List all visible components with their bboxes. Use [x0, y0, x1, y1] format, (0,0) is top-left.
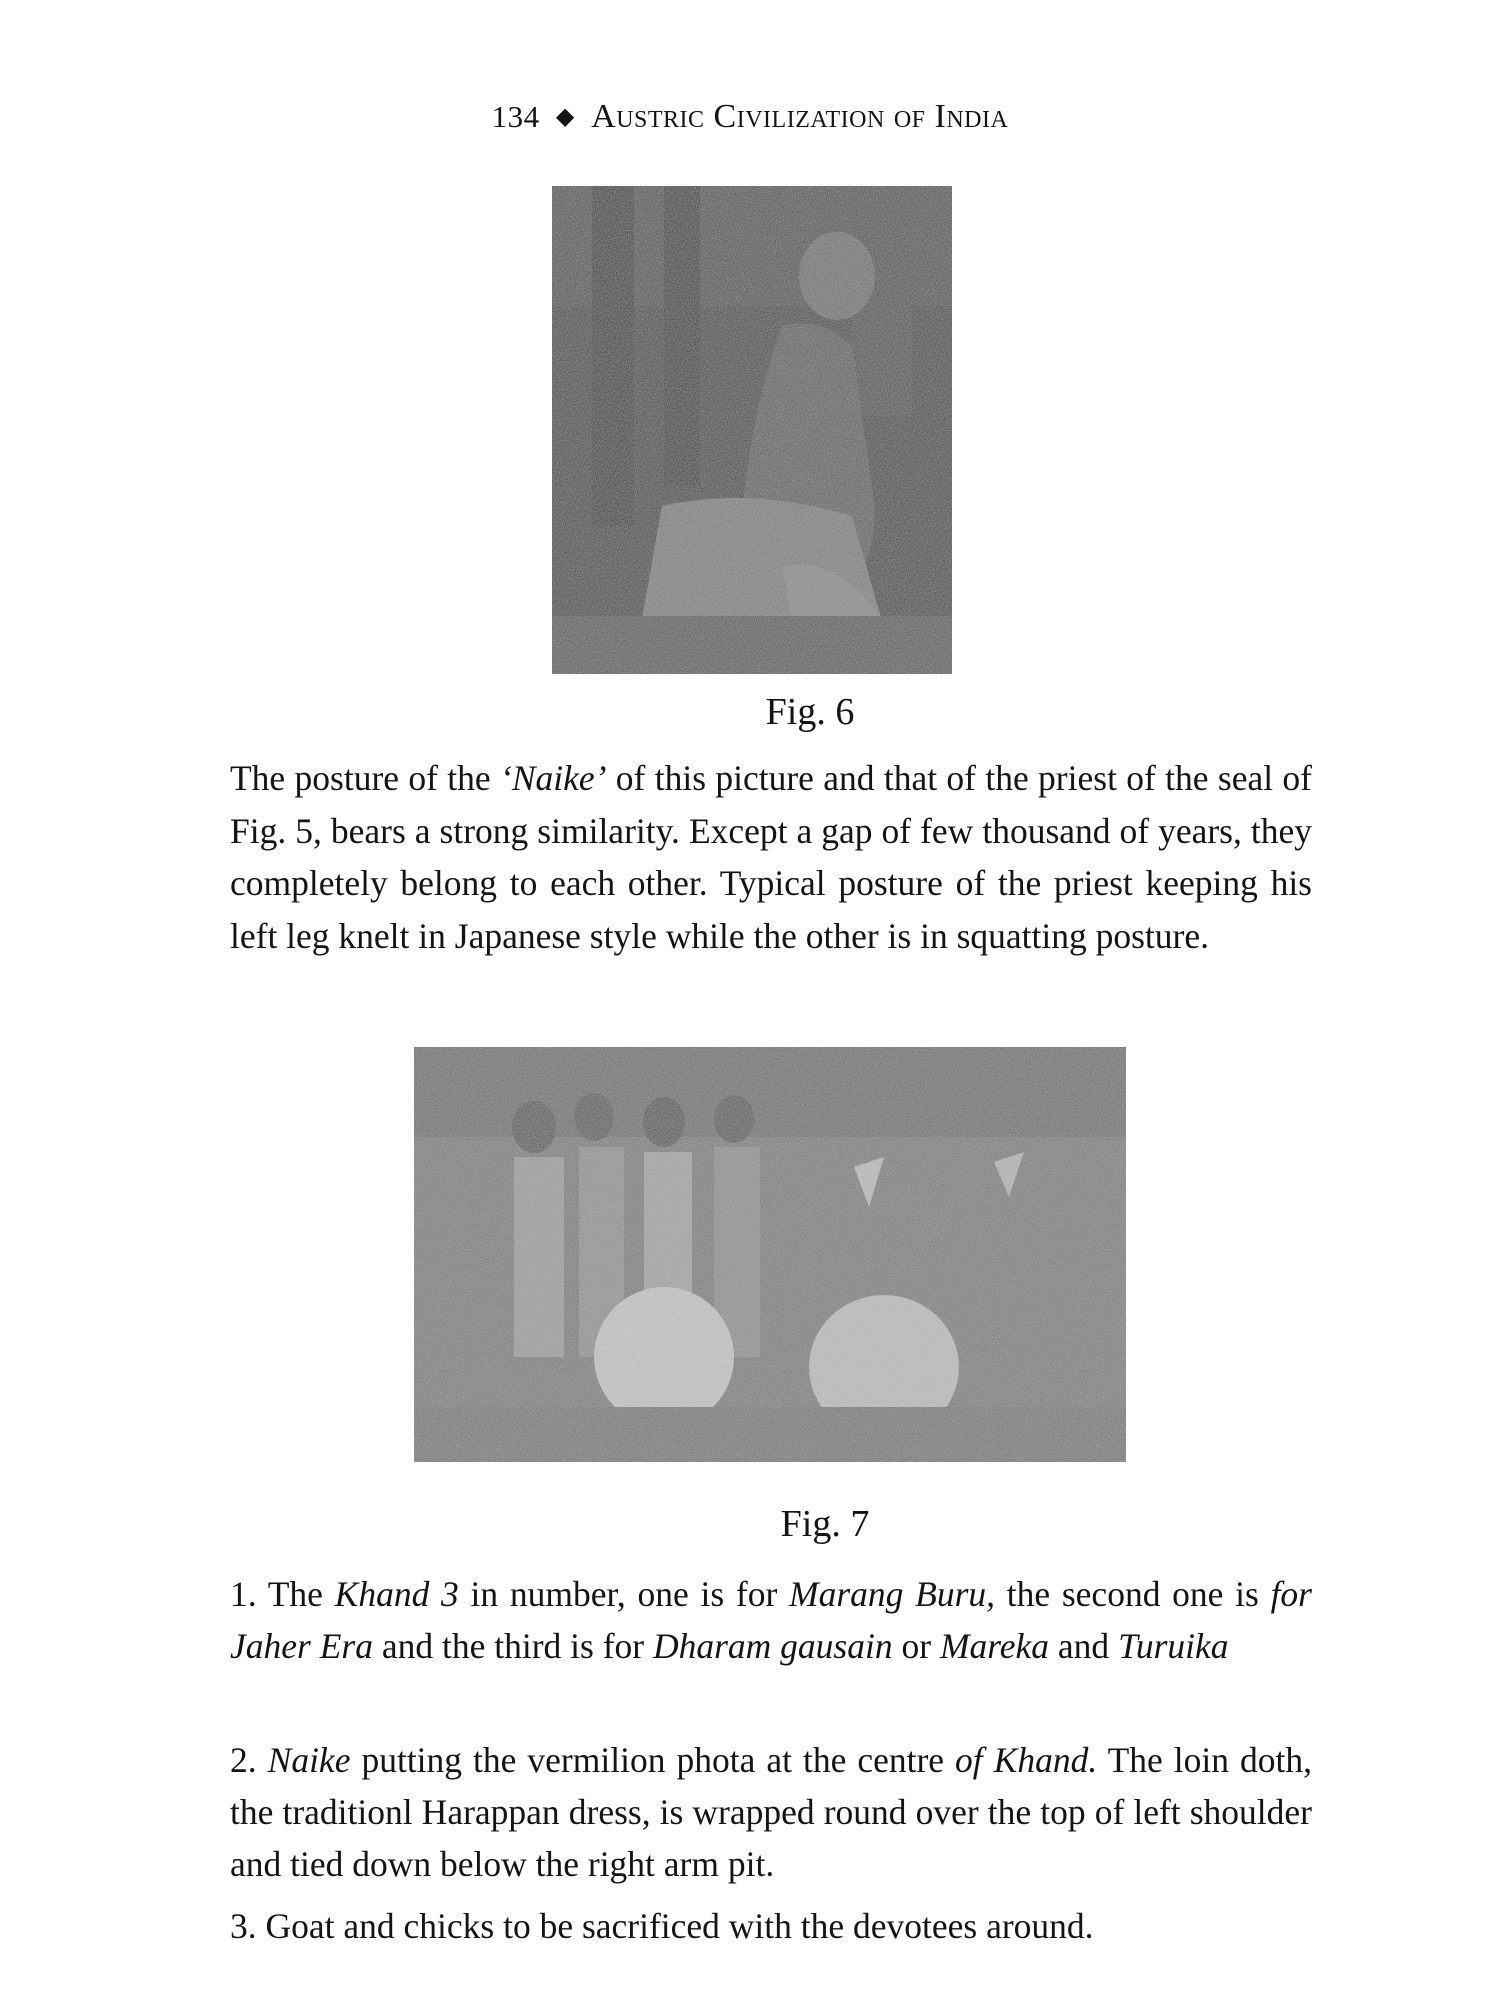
note-term: Khand 3	[334, 1574, 459, 1614]
note-text: and	[1049, 1626, 1119, 1666]
note-term: Turuika	[1118, 1626, 1229, 1666]
note-term: Marang Buru,	[789, 1574, 996, 1614]
diamond-separator-icon: ◆	[555, 104, 575, 130]
fig7-image-drawing	[414, 1047, 1126, 1462]
note-text: 3. Goat and chicks to be sacrificed with the devotees around.	[230, 1906, 1094, 1946]
paragraph-text: of this picture and that of the priest of the seal of Fig. 5, bears a strong similarity. Except a gap of few thousand of years, they completely belong to each other. Typical posture of the priest keeping his left leg knelt in Japanese style while the other is in squatting posture.	[230, 758, 1312, 956]
note-text: 1. The	[230, 1574, 335, 1614]
note-term: for Jaher Era	[230, 1574, 1312, 1666]
running-head	[0, 98, 1500, 136]
note-term: of Khand.	[955, 1740, 1098, 1780]
note-text: 2.	[230, 1740, 268, 1780]
note-term: Mareka	[939, 1626, 1050, 1666]
note-text: the second one is	[995, 1574, 1271, 1614]
fig6-photograph	[552, 186, 952, 674]
note-text: and the third is for	[372, 1626, 653, 1666]
note-text: The loin doth, the traditionl Harappan dress, is wrapped round over the top of left shoulder and tied down below the right arm pit.	[230, 1740, 1312, 1884]
book-title: Austric Civilization of India	[591, 98, 1009, 135]
fig6-caption: Fig. 6	[765, 691, 855, 733]
note-term: Dharam gausain	[652, 1626, 893, 1666]
list-item	[230, 1568, 1312, 1672]
paragraph-naike-term: ‘Naike’	[500, 758, 607, 798]
fig6-image-drawing	[552, 186, 952, 674]
page-number: 134	[491, 99, 540, 134]
note-text: in number, one is for	[458, 1574, 790, 1614]
fig7-photograph	[414, 1047, 1126, 1462]
body-paragraph	[230, 752, 1312, 962]
note-text: or	[892, 1626, 940, 1666]
fig7-caption: Fig. 7	[780, 1503, 870, 1545]
list-item	[230, 1734, 1312, 1890]
note-term: Naike	[267, 1740, 351, 1780]
list-item	[230, 1900, 1312, 1952]
note-text: putting the vermilion phota at the centre	[350, 1740, 956, 1780]
paragraph-text: The posture of the	[230, 758, 501, 798]
